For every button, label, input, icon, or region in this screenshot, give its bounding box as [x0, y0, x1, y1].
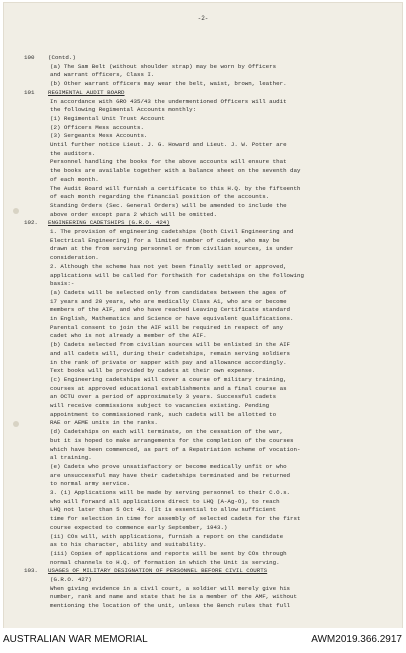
line-text: 1. The provision of engineering cadetships (both Civil Engineering and	[50, 228, 294, 235]
line-text: appointment to commissioned rank, such cadets will be allotted to	[50, 410, 277, 418]
line-text: time for selection in time for assembly of selected cadets for the first	[50, 515, 301, 523]
line-text: of each month regarding the financial position of the accounts.	[50, 193, 270, 201]
line-text: In accordance with GRO 435/43 the undermentioned Officers will audit	[50, 97, 287, 105]
line-text: applications will be called for forthwith for cadetships on the following	[50, 271, 304, 279]
paragraph-number: 103.	[24, 567, 38, 575]
line-text: Standing Orders (Sec. General Orders) will be amended to include the	[50, 201, 287, 209]
line-text: (G.R.O. 427)	[50, 576, 92, 583]
line-text: 3. (i) Applications will be made by serving personnel to their C.O.s.	[50, 489, 291, 496]
line-text: normal channels to H.Q. of formation in which the Unit is serving.	[50, 558, 280, 566]
line-text: to normal army service.	[50, 480, 131, 488]
line-text: Until further notice Lieut. J. G. Howard and Lieut. J. W. Potter are	[50, 141, 287, 148]
line-text: (b) Cadets selected from civilian sources will be enlisted in the AIF	[50, 341, 291, 349]
line-text: basis:-	[50, 280, 75, 288]
line-text: (a) Cadets will be selected only from candidates between the ages of	[50, 288, 287, 296]
line-text: RAE or AEME units in the ranks.	[50, 419, 158, 427]
line-text: (b) Other warrant officers may wear the belt, waist, brown, leather.	[50, 80, 287, 88]
line-text: consideration.	[50, 254, 99, 262]
line-text: (e) Cadets who prove unsatisfactory or become medically unfit or who	[50, 462, 287, 470]
line-text: The Audit Board will furnish a certificate to this H.Q. by the fifteenth	[50, 184, 301, 192]
text-line	[4, 601, 402, 611]
line-text: (3) Sergeants Mess Accounts.	[50, 132, 148, 140]
line-text: and warrant officers, Class I.	[50, 71, 155, 79]
line-text: of each month.	[50, 175, 99, 183]
line-text: cadet who is not already a member of the AIF.	[50, 332, 207, 340]
line-text: (iii) Copies of applications and reports will be sent by COs through	[50, 549, 287, 557]
archive-footer	[0, 628, 406, 653]
line-text: (2) Officers Mess accounts.	[50, 123, 144, 131]
line-text: 17 years and 20 years, who are medically Class A1, who are or become	[50, 297, 287, 305]
line-text: will receive commissions subject to vacancies existing. Pending	[50, 402, 270, 409]
line-text: Electrical Engineering) for a limited number of cadets, who may be	[50, 236, 280, 244]
line-text: number, rank and name and state that he is a member of the AMF, without	[50, 593, 297, 601]
line-text: the books are available together with a balance sheet on the seventh day	[50, 167, 301, 175]
line-text: drawn at the from serving personnel or from civilian sources, is under	[50, 245, 294, 253]
paragraph-number: 100	[24, 54, 35, 61]
line-text: al training.	[50, 454, 92, 462]
line-text: 2. Although the scheme has not yet been finally settled or approved,	[50, 262, 287, 270]
line-text: in the rank of private or sapper with pay and allowance accordingly.	[50, 358, 287, 366]
line-text: which have been commenced, as part of a Repatriation scheme of vocation-	[50, 445, 301, 453]
heading-text: ENGINEERING CADETSHIPS (G.R.O. 424)	[48, 219, 170, 227]
archive-name: AUSTRALIAN WAR MEMORIAL	[3, 634, 148, 645]
paragraph-number: 101	[24, 88, 35, 96]
line-text: as to his character, ability and suitability.	[50, 541, 207, 549]
line-text: (ii) COs will, with applications, furnish a report on the candidate	[50, 532, 284, 540]
line-text: (c) Engineering cadetships will cover a course of military training,	[50, 375, 287, 383]
line-text: (d) Cadetships on each will terminate, on the cessation of the war,	[50, 428, 284, 436]
line-text: course expected to commence early September, 1943.)	[50, 523, 228, 531]
line-text: in English, Mathematics and Science or have equivalent qualifications.	[50, 315, 294, 322]
line-text: the following Regimental Accounts monthly:	[50, 106, 197, 114]
line-text: When giving evidence in a civil court, a soldier will merely give his	[50, 584, 291, 592]
archive-reference: AWM2019.366.2917	[311, 634, 402, 645]
line-text: above order except para 2 which will be omitted.	[50, 210, 217, 218]
line-text: and all cadets will, during their cadetships, remain serving soldiers	[50, 349, 291, 357]
line-text: Text books will be provided by cadets at their own expense.	[50, 367, 256, 375]
line-text: Personnel handling the books for the above accounts will ensure that	[50, 158, 287, 166]
line-text: LHQ not later than 5 Oct 43. (It is essential to allow sufficient	[50, 506, 277, 514]
line-text: courses at approved educational establishments and a final course as	[50, 384, 287, 392]
line-text: an OCTU over a period of approximately 3 years. Successful cadets	[50, 393, 277, 401]
line-text: the auditors.	[50, 149, 96, 157]
line-text: but it is hoped to make arrangements for the completion of the courses	[50, 436, 294, 444]
page-number: -2-	[197, 15, 209, 22]
heading-text: USAGES OF MILITARY DESIGNATION OF PERSONNEL BEFORE CIVIL COURTS	[48, 567, 268, 575]
line-text: mentioning the location of the unit, unless the Bench rules that full	[50, 602, 291, 610]
heading-text: REGIMENTAL AUDIT BOARD	[48, 88, 125, 96]
document-page	[4, 3, 402, 628]
line-text: (1) Regimental Unit Trust Account	[50, 114, 165, 122]
line-text: Parental consent to join the AIF will be required in respect of any	[50, 323, 284, 331]
line-text: who will forward all applications direct to LHQ (A-Ag-O), to reach	[50, 497, 280, 505]
line-text: are unsuccessful may have their cadetships terminated and be returned	[50, 471, 291, 479]
line-text: (a) The Sam Belt (without shoulder strap) may be worn by Officers	[50, 62, 277, 70]
line-text: (Contd.)	[48, 54, 76, 61]
paragraph-number: 102.	[24, 219, 38, 227]
line-text: members of the AIF, and who have reached Leaving Certificate standard	[50, 306, 291, 314]
